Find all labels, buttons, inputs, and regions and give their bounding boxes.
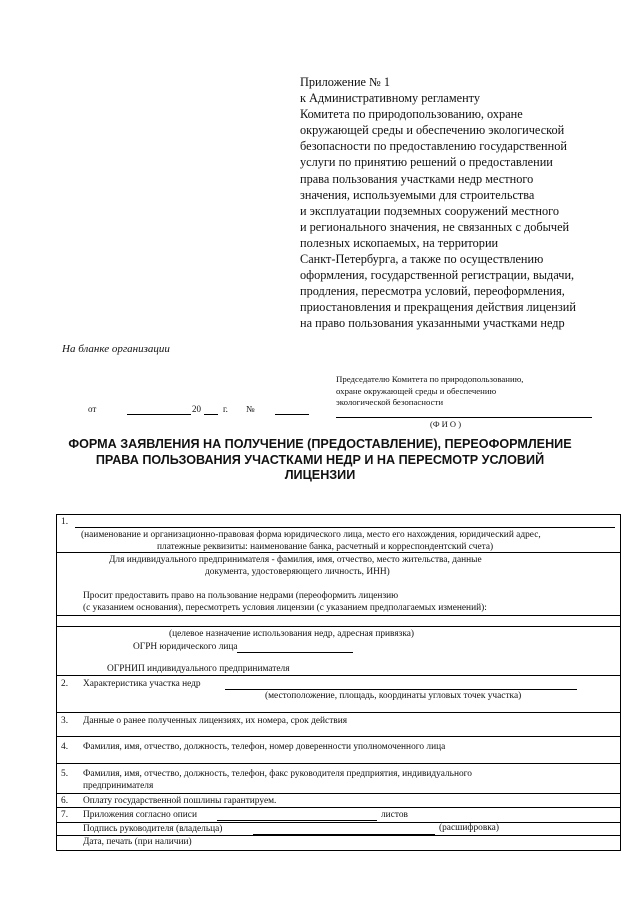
section-5-number: 5. <box>61 769 69 779</box>
row-divider <box>57 626 620 627</box>
row-divider <box>57 552 620 553</box>
row-divider <box>57 807 620 808</box>
section-1-hint-1: (наименование и организационно-правовая форма юридического лица, место его нахождения, юридический адрес, <box>81 530 541 540</box>
addressee-line: экологической безопасности <box>336 397 444 407</box>
application-form-table <box>56 514 621 851</box>
purpose-hint: (целевое назначение использования недр, адресная привязка) <box>169 629 415 639</box>
applicant-name-field[interactable] <box>75 516 615 528</box>
attachments-count-field[interactable] <box>217 809 377 821</box>
section-2-hint: (местоположение, площадь, координаты угловых точек участка) <box>265 691 522 701</box>
appendix-line: Приложение № 1 <box>300 75 391 89</box>
section-3-number: 3. <box>61 716 69 726</box>
appendix-line: и эксплуатации подземных сооружений местного <box>300 203 559 218</box>
appendix-line: приостановления и прекращения действия лицензий <box>300 300 576 315</box>
section-7-label: Приложения согласно описи <box>83 810 197 820</box>
section-7-suffix: листов <box>381 810 408 820</box>
signature-label: Подпись руководителя (владельца) <box>83 824 223 834</box>
fio-label: (Ф И О ) <box>430 419 462 429</box>
date-from-label: от <box>88 404 97 414</box>
title-line: ФОРМА ЗАЯВЛЕНИЯ НА ПОЛУЧЕНИЕ (ПРЕДОСТАВЛЕНИЕ), ПЕРЕОФОРМЛЕНИЕ <box>68 437 572 451</box>
section-3-label: Данные о ранее полученных лицензиях, их номера, срок действия <box>83 716 348 726</box>
addressee-line: Председателю Комитета по природопользованию, <box>336 374 524 384</box>
appendix-line: окружающей среды и обеспечению экологической <box>300 123 565 138</box>
title-line: ПРАВА ПОЛЬЗОВАНИЯ УЧАСТКАМИ НЕДР И НА ПЕРЕСМОТР УСЛОВИЙ <box>95 452 545 467</box>
request-text-2: (с указанием основания), пересмотреть условия лицензии (с указанием предполагаемых изменений): <box>83 603 487 613</box>
fio-field-line[interactable] <box>336 417 592 418</box>
section-7-number: 7. <box>61 810 69 820</box>
section-5-label-1: Фамилия, имя, отчество, должность, телефон, факс руководителя предприятия, индивидуального <box>83 769 472 779</box>
row-divider <box>57 615 620 616</box>
signature-decode-label: (расшифровка) <box>439 823 499 833</box>
appendix-line: оформления, государственной регистрации, выдачи, <box>300 268 575 283</box>
row-divider <box>57 675 620 676</box>
appendix-line: Санкт-Петербурга, а также по осуществлению <box>300 252 544 267</box>
appendix-line: на право пользования указанными участками недр <box>300 316 565 331</box>
row-divider <box>57 736 620 737</box>
section-4-number: 4. <box>61 742 69 752</box>
ogrn-field[interactable] <box>237 641 353 653</box>
section-6-number: 6. <box>61 796 69 806</box>
row-divider <box>57 793 620 794</box>
year-field[interactable] <box>204 404 218 415</box>
ip-hint-2: документа, удостоверяющего личность, ИНН) <box>205 567 390 577</box>
year-suffix: г. <box>223 404 228 414</box>
section-2-label: Характеристика участка недр <box>83 679 201 689</box>
appendix-line: услуги по принятию решений о предоставлении <box>300 155 553 170</box>
row-divider <box>57 712 620 713</box>
signature-field[interactable] <box>253 823 435 835</box>
appendix-line: и регионального значения, не связанных с добычей <box>300 219 570 234</box>
year-prefix: 20 <box>192 404 201 414</box>
appendix-line: полезных ископаемых, на территории <box>300 235 499 250</box>
section-6-label: Оплату государственной пошлины гарантируем. <box>83 796 277 806</box>
date-field[interactable] <box>127 404 191 415</box>
request-text-1: Просит предоставить право на пользование недрами (переоформить лицензию <box>83 591 399 601</box>
section-5-label-2: предпринимателя <box>83 781 154 791</box>
section-2-number: 2. <box>61 679 69 689</box>
appendix-line: безопасности по предоставлению государственной <box>300 139 567 154</box>
appendix-line: продления, пересмотра условий, переоформления, <box>300 284 565 299</box>
ogrnip-label: ОГРНИП индивидуального предпринимателя <box>107 664 290 674</box>
section-1-hint-2: платежные реквизиты: наименование банка, расчетный и корреспондентский счета) <box>157 542 494 552</box>
appendix-line: к Административному регламенту <box>300 91 481 106</box>
letterhead-note: На бланке организации <box>62 343 170 355</box>
form-title <box>40 437 600 484</box>
number-field[interactable] <box>275 404 309 415</box>
appendix-line: Комитета по природопользованию, охране <box>300 107 523 122</box>
appendix-line: права пользования участками недр местного <box>300 171 534 186</box>
row-divider <box>57 763 620 764</box>
addressee-block <box>336 374 636 409</box>
addressee-line: охране окружающей среды и обеспечению <box>336 385 497 396</box>
section-1-number: 1. <box>61 517 69 527</box>
appendix-header <box>300 74 630 332</box>
number-label: № <box>246 404 255 414</box>
appendix-line: значения, используемыми для строительства <box>300 187 535 202</box>
title-line: ЛИЦЕНЗИИ <box>284 468 356 483</box>
section-4-label: Фамилия, имя, отчество, должность, телефон, номер доверенности уполномоченного лица <box>83 742 446 752</box>
ip-hint-1: Для индивидуального предпринимателя - фамилия, имя, отчество, место жительства, данные <box>109 555 482 565</box>
ogrn-label: ОГРН юридического лица <box>133 642 238 652</box>
subsoil-plot-field[interactable] <box>225 678 577 690</box>
date-stamp-label: Дата, печать (при наличии) <box>83 837 192 847</box>
